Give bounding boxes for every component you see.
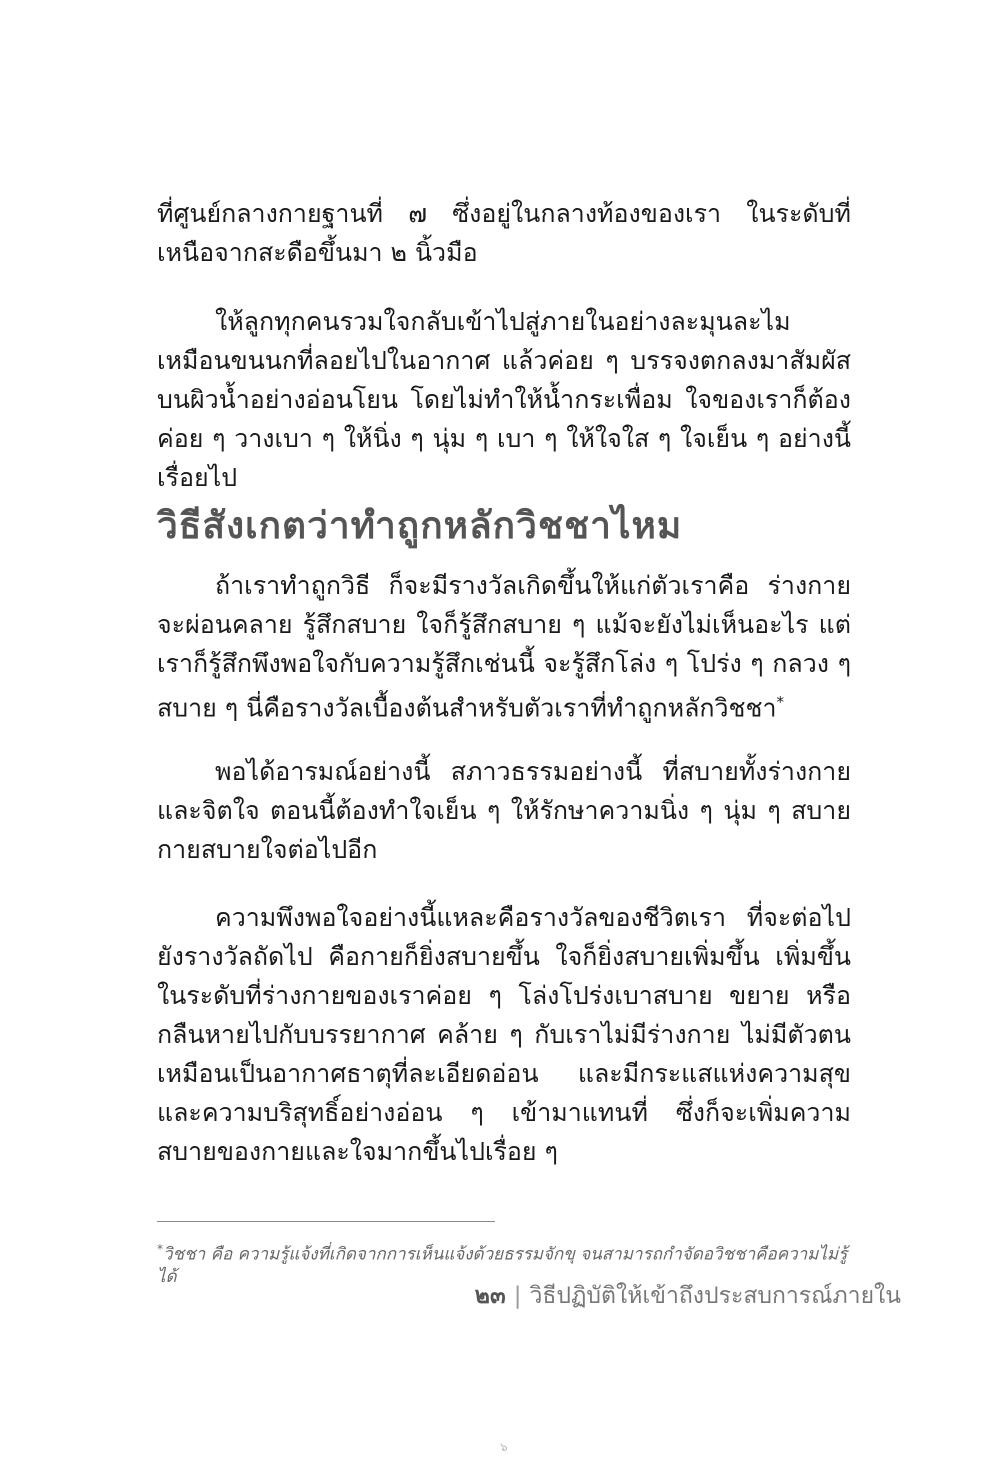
running-title: วิธีปฏิบัติให้เข้าถึงประสบการณ์ภายใน	[529, 1283, 901, 1309]
bottom-print-mark: ๖	[500, 1440, 508, 1454]
footnote-text: วิชชา คือ ความรู้แจ้งที่เกิดจากการเห็นแจ้งด้วยธรรมจักขุ จนสามารถกำจัดอวิชชาคือความไม่รู้ได้	[157, 1244, 848, 1287]
paragraph-continuation: ที่ศูนย์กลางกายฐานที่ ๗ ซึ่งอยู่ในกลางท้องของเรา ในระดับที่เหนือจากสะดือขึ้นมา ๒ นิ้วมือ	[157, 199, 851, 267]
paragraph-maintain-calm: พอได้อารมณ์อย่างนี้ สภาวธรรมอย่างนี้ ที่สบายทั้งร่างกายและจิตใจ ตอนนี้ต้องทำใจเย็น ๆ ให้รักษาความนิ่ง ๆ นุ่ม ๆ สบายกายสบายใจต่อไปอีก	[157, 757, 851, 864]
paragraph-reward	[157, 566, 851, 727]
page-footer	[475, 1278, 901, 1314]
paragraph-reward-text: ถ้าเราทำถูกวิธี ก็จะมีรางวัลเกิดขึ้นให้แก่ตัวเราคือ ร่างกายจะผ่อนคลาย รู้สึกสบาย ใจก็รู้สึกสบาย ๆ แม้จะยังไม่เห็นอะไร แต่เราก็รู้สึกพึงพอใจกับความรู้สึกเช่นนี้ จะรู้สึกโล่ง ๆ โปร่ง ๆ กลวง ๆ สบาย ๆ นี่คือรางวัลเบื้องต้นสำหรับตัวเราที่ทำถูกหลักวิชชา	[157, 571, 851, 723]
paragraph-satisfaction: ความพึงพอใจอย่างนี้แหละคือรางวัลของชีวิตเรา ที่จะต่อไปยังรางวัลถัดไป คือกายก็ยิ่งสบายขึ้น ใจก็ยิ่งสบายเพิ่มขึ้น เพิ่มขึ้นในระดับที่ร่างกายของเราค่อย ๆ โล่งโปร่งเบาสบาย ขยาย หรือกลืนหายไปกับบรรยากาศ คล้าย ๆ กับเราไม่มีร่างกาย ไม่มีตัวตนเหมือนเป็นอากาศธาตุที่ละเอียดอ่อน และมีกระแสแห่งความสุขและความบริสุทธิ์อย่างอ่อน ๆ เข้ามาแทนที่ ซึ่งก็จะเพิ่มความสบายของกายและใจมากขึ้นไปเรื่อย ๆ	[157, 903, 851, 1166]
footnote-mark: *	[157, 1242, 163, 1256]
footnote-divider	[157, 1221, 495, 1222]
footer-separator: |	[513, 1283, 522, 1309]
section-heading: วิธีสังเกตว่าทำถูกหลักวิชชาไหม	[157, 504, 683, 547]
page-number: ๒๓	[474, 1283, 506, 1309]
paragraph-meditation-instruction: ให้ลูกทุกคนรวมใจกลับเข้าไปสู่ภายในอย่างละมุนละไม เหมือนขนนกที่ลอยไปในอากาศ แล้วค่อย ๆ บรรจงตกลงมาสัมผัสบนผิวน้ำอย่างอ่อนโยน โดยไม่ทำให้น้ำกระเพื่อม ใจของเราก็ต้องค่อย ๆ วางเบา ๆ ให้นิ่ง ๆ นุ่ม ๆ เบา ๆ ให้ใจใส ๆ ใจเย็น ๆ อย่างนี้เรื่อยไป	[157, 307, 851, 492]
footnote-reference-mark[interactable]: *	[776, 693, 785, 711]
